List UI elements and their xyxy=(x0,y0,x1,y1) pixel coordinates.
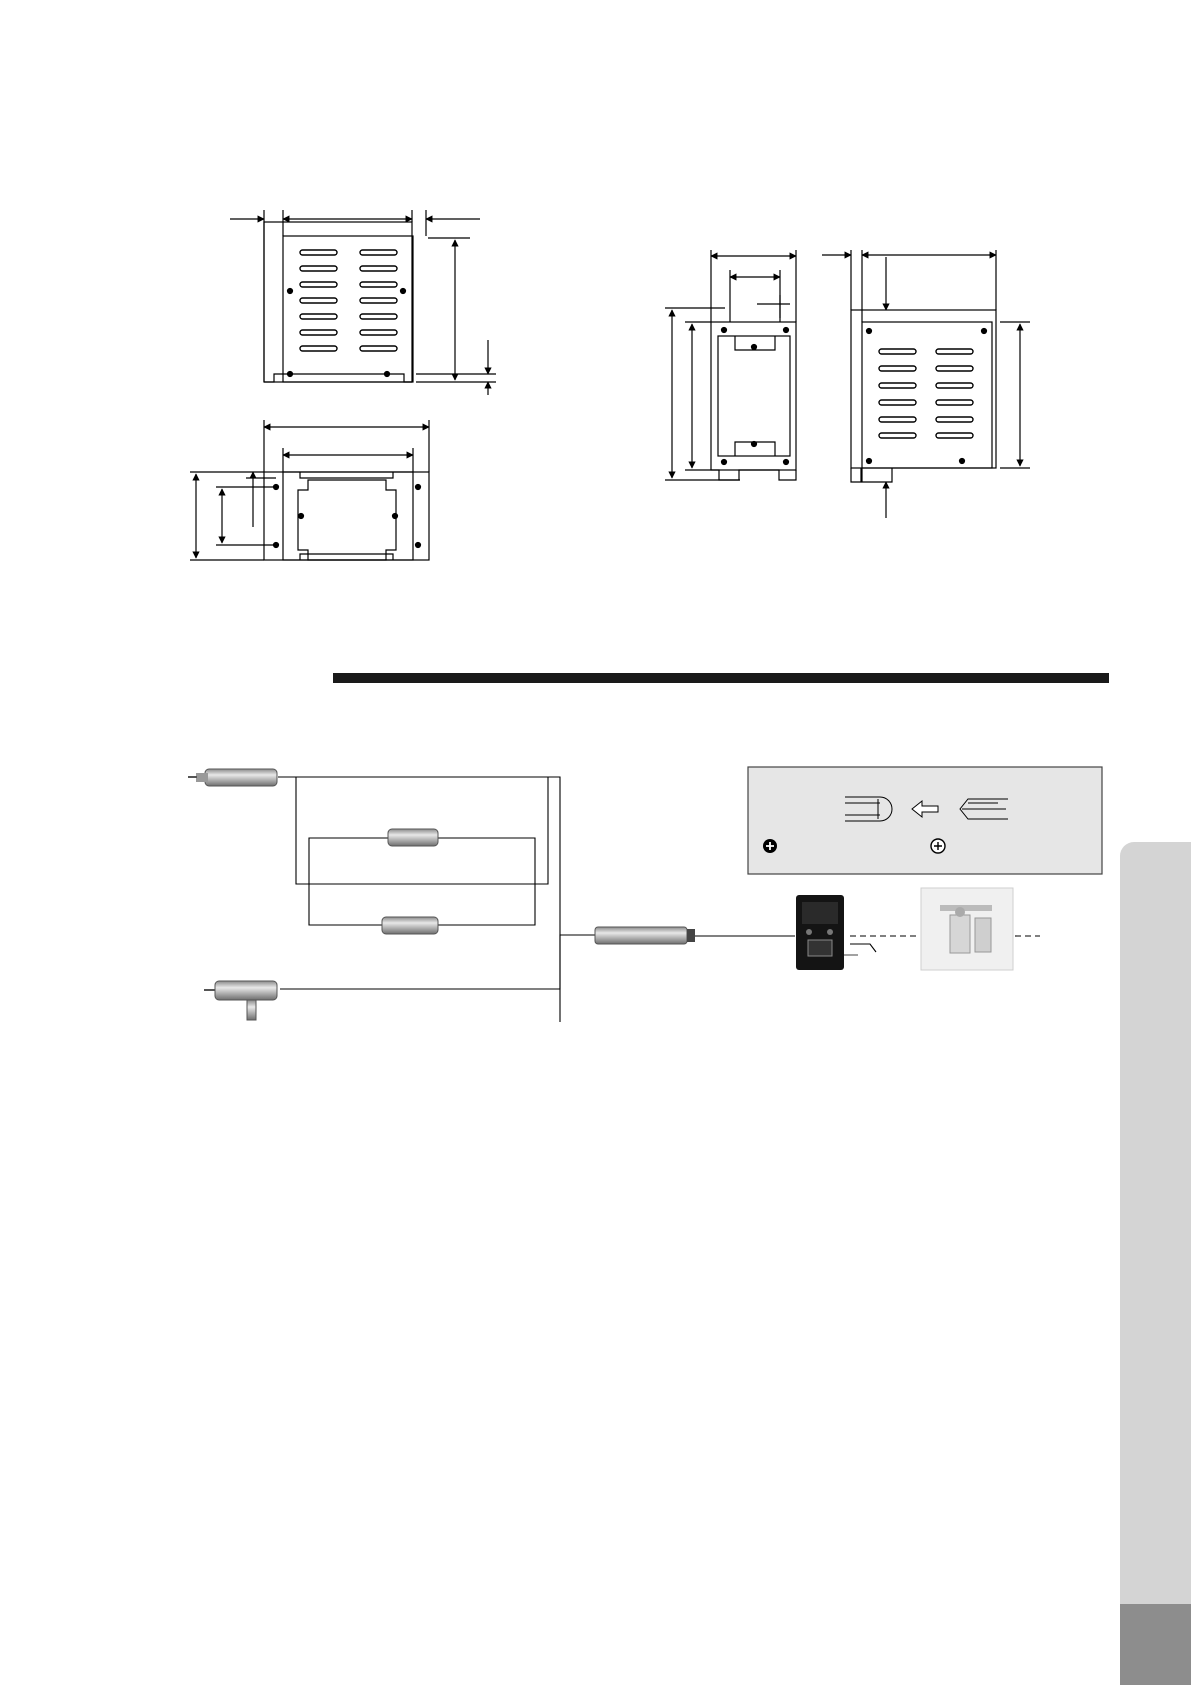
rear-view-drawing xyxy=(822,250,1030,518)
callout-box xyxy=(748,767,1102,874)
top-view-drawing xyxy=(190,420,429,560)
plus-circle-outline-icon xyxy=(931,839,945,853)
side-index-tab-foot xyxy=(1120,1604,1191,1685)
plus-circle-filled-icon xyxy=(763,839,777,853)
spindle-motor-angled xyxy=(204,981,277,1020)
section-heading-bar xyxy=(333,673,1109,683)
front-view-drawing xyxy=(230,210,496,395)
air-regulator-image xyxy=(921,888,1013,970)
side-view-drawing xyxy=(665,250,796,480)
motor-cord xyxy=(595,927,695,944)
motor-connector-upper xyxy=(388,829,438,846)
motor-connector-lower xyxy=(382,917,438,934)
control-unit-image xyxy=(796,895,858,970)
spindle-motor-straight xyxy=(188,769,277,786)
side-index-tab xyxy=(1120,842,1191,1685)
